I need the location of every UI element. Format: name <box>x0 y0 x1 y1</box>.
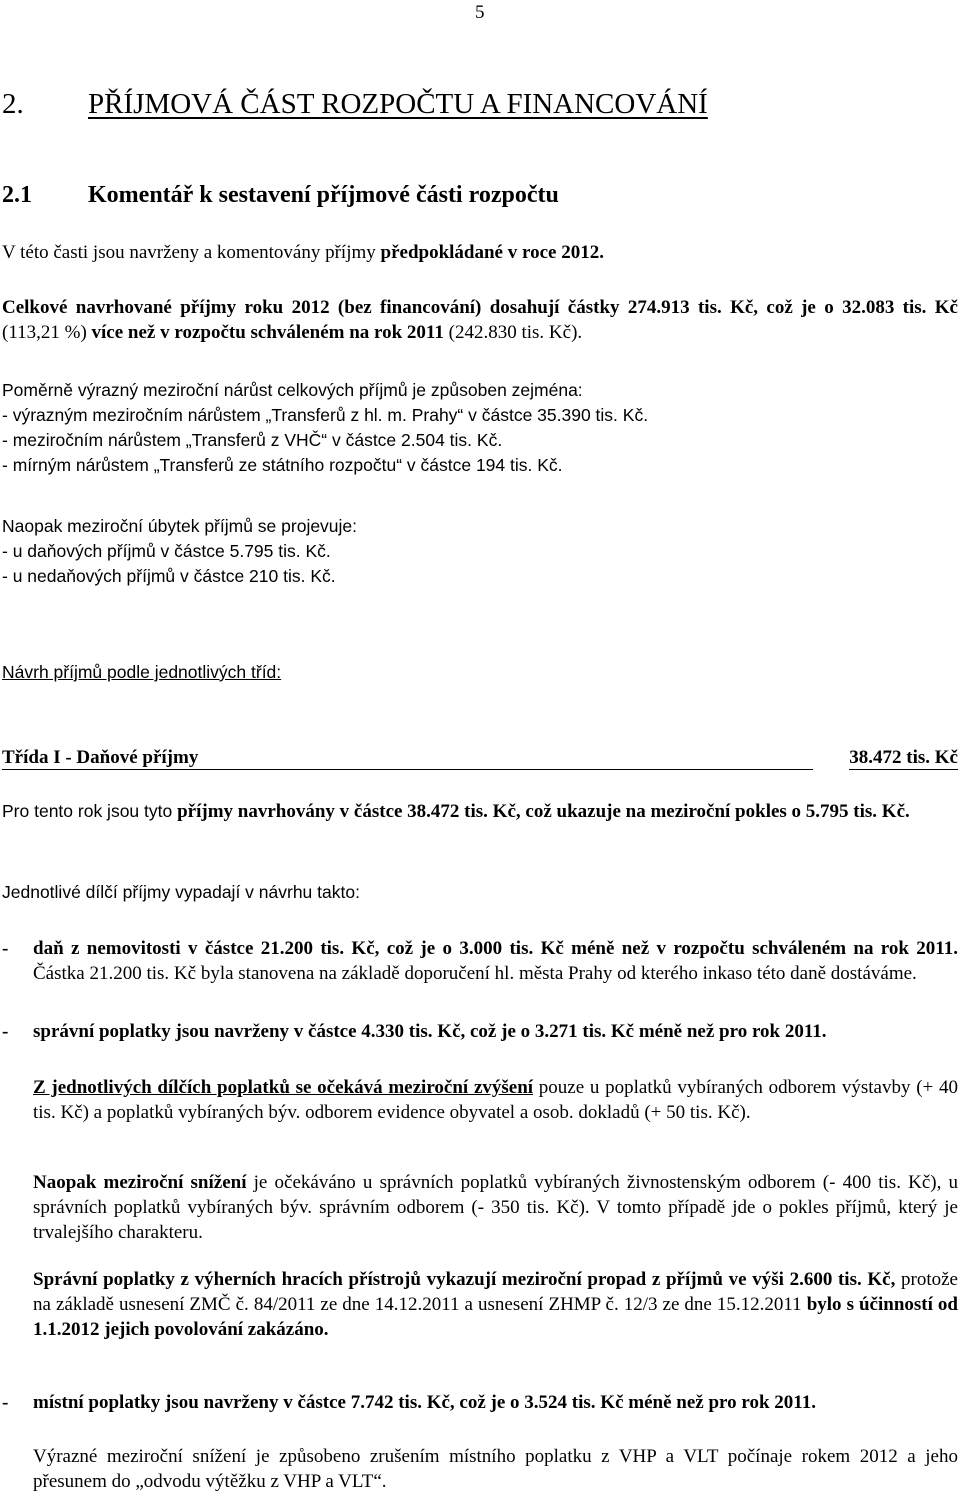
paragraph-text: protože na základě usnesení ZMČ č. 84/2011 ze dne 14.12.2011 a usnesení ZHMP č. 12/3 ze dne 15.12.2011 <box>33 1269 958 1315</box>
intro-text: V této časti jsou navrženy a komentovány příjmy <box>2 242 381 263</box>
growth-item: - mírným nárůstem „Transferů ze státního rozpočtu“ v částce 194 tis. Kč. <box>2 455 563 475</box>
item-bold: místní poplatky jsou navrženy v částce 7.742 tis. Kč, což je o 3.524 tis. Kč méně než pro rok 2011. <box>33 1392 816 1413</box>
item-bold: daň z nemovitosti v částce 21.200 tis. Kč, což je o 3.000 tis. Kč méně než v rozpočtu schváleném na rok 2011. <box>33 938 958 959</box>
chapter-heading <box>2 86 958 122</box>
list-dash: - <box>2 1021 9 1042</box>
class-summary-bold: příjmy navrhovány v částce 38.472 tis. Kč, což ukazuje na meziroční pokles o 5.795 tis. Kč. <box>177 801 910 822</box>
section-heading <box>2 180 958 210</box>
item-paragraph <box>33 1075 958 1125</box>
decline-item: - u daňových příjmů v částce 5.795 tis. Kč. <box>2 541 331 561</box>
total-bold-2: více než v rozpočtu schváleném na rok 2011 <box>91 322 444 343</box>
class-title: Třída I - Daňové příjmy <box>2 747 813 770</box>
proposal-heading: Návrh příjmů podle jednotlivých tříd: <box>2 662 282 682</box>
section-title: Komentář k sestavení příjmové části rozpočtu <box>88 182 559 208</box>
item-paragraph <box>33 1267 958 1342</box>
list-item <box>2 936 958 986</box>
paragraph-text: pouze u poplatků vybíraných odborem výstavby (+ 40 tis. Kč) a poplatků vybíraných býv. odborem evidence obyvatel a osob. dokladů (+ 50 tis. Kč). <box>33 1077 958 1123</box>
decline-list <box>2 514 958 589</box>
list-item <box>2 1019 958 1044</box>
growth-list <box>2 378 958 478</box>
intro-paragraph <box>2 240 958 265</box>
list-dash: - <box>2 938 9 959</box>
intro-bold: předpokládané v roce 2012. <box>380 242 604 263</box>
chapter-title: PŘÍJMOVÁ ČÁST ROZPOČTU A FINANCOVÁNÍ <box>88 88 708 120</box>
total-text-2: (242.830 tis. Kč). <box>443 322 583 343</box>
paragraph-bold: Naopak meziroční snížení <box>33 1172 247 1193</box>
paragraph-bold: Z jednotlivých dílčích poplatků se očekává meziroční zvýšení <box>33 1077 534 1098</box>
paragraph-text: je očekáváno u správních poplatků vybíraných živnostenským odborem (- 400 tis. Kč), u správních poplatků vybíraných býv. správním odborem (- 350 tis. Kč). V tomto případě jde o pokles příjmů, který je trvalejšího charakteru. <box>33 1172 959 1243</box>
growth-title: Poměrně výrazný meziroční nárůst celkových příjmů je způsoben zejména: <box>2 380 583 400</box>
list-dash: - <box>2 1392 9 1413</box>
decline-title: Naopak meziroční úbytek příjmů se projevuje: <box>2 516 358 536</box>
growth-item: - výrazným meziročním nárůstem „Transferů z hl. m. Prahy“ v částce 35.390 tis. Kč. <box>2 405 649 425</box>
item-paragraph: Výrazné meziroční snížení je způsobeno zrušením místního poplatku z VHP a VLT počínaje rokem 2012 a jeho přesunem do „odvodu výtěžku z VHP a VLT“. <box>33 1446 958 1492</box>
partial-intro: Jednotlivé dílčí příjmy vypadají v návrhu takto: <box>2 882 360 902</box>
class-summary-text: Pro tento rok jsou tyto <box>2 801 178 821</box>
growth-item: - meziročním nárůstem „Transferů z VHČ“ v částce 2.504 tis. Kč. <box>2 430 503 450</box>
class-amount: 38.472 tis. Kč <box>849 747 958 768</box>
chapter-number: 2. <box>2 88 24 120</box>
list-item <box>2 1390 958 1415</box>
class-summary <box>2 799 958 824</box>
item-paragraph <box>33 1170 958 1245</box>
item-text: Částka 21.200 tis. Kč byla stanovena na základě doporučení hl. města Prahy od kterého inkaso této daně dostáváme. <box>33 963 917 984</box>
paragraph-bold: Správní poplatky z výherních hracích přístrojů vykazují meziroční propad z příjmů ve výši 2.600 tis. Kč, <box>33 1269 896 1290</box>
item-bold: správní poplatky jsou navrženy v částce 4.330 tis. Kč, což je o 3.271 tis. Kč méně než pro rok 2011. <box>33 1021 827 1042</box>
total-text-1: (113,21 %) <box>2 322 92 343</box>
decline-item: - u nedaňových příjmů v částce 210 tis. Kč. <box>2 566 336 586</box>
page-number: 5 <box>475 2 485 23</box>
total-bold-1: Celkové navrhované příjmy roku 2012 (bez financování) dosahují částky 274.913 tis. Kč, což je o 32.083 tis. Kč <box>2 297 958 318</box>
class-heading-row <box>2 744 958 770</box>
section-number: 2.1 <box>2 182 32 208</box>
total-paragraph <box>2 295 958 345</box>
paragraph-bold: bylo s účinností od 1.1.2012 jejich povolování zakázáno. <box>33 1294 958 1340</box>
